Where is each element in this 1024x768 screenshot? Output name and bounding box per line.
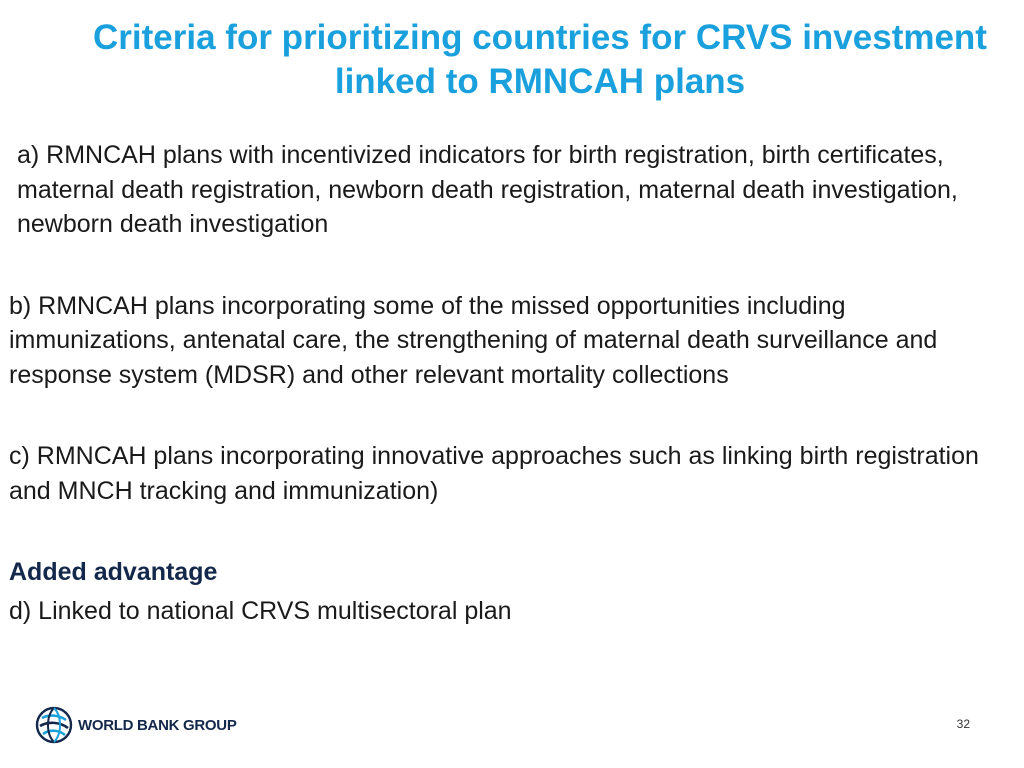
criteria-paragraph-b: b) RMNCAH plans incorporating some of the missed opportunities including immunizations, antenatal care, the strengthening of maternal death surveillance and response system (MDSR) and other relevant mortality collections (9, 291, 938, 389)
criteria-paragraph-c: c) RMNCAH plans incorporating innovative approaches such as linking birth registration and MNCH tracking and immunization) (9, 442, 979, 505)
slide-title-line-1: Criteria for prioritizing countries for CRVS investment (93, 18, 987, 57)
globe-icon (35, 706, 73, 744)
world-bank-group-logo (35, 703, 237, 747)
added-advantage-heading: Added advantage (9, 558, 218, 586)
slide-body (9, 138, 1019, 628)
criteria-paragraph-a: a) RMNCAH plans with incentivized indicators for birth registration, birth certificates, maternal death registration, newborn death registration, maternal death investigation, newborn death investigation (17, 141, 958, 238)
page-number: 32 (956, 717, 970, 731)
criteria-paragraph-d: d) Linked to national CRVS multisectoral plan (9, 596, 512, 625)
slide-title-line-2: linked to RMNCAH plans (334, 62, 746, 101)
logo-text: WORLD BANK GROUP (78, 716, 237, 734)
slide-title (0, 16, 1024, 104)
